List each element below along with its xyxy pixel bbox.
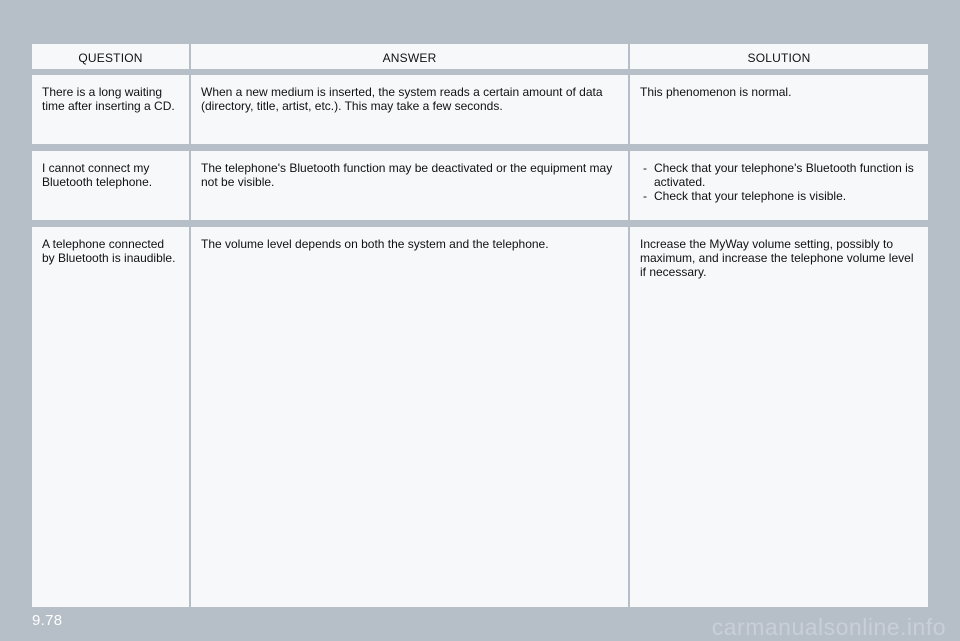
row-3-solution: Increase the MyWay volume setting, possibly to maximum, and increase the telephone volume level if necessary. [630, 227, 928, 607]
bullet-dash: - [643, 161, 647, 175]
row-2-answer: The telephone's Bluetooth function may be deactivated or the equipment may not be visible. [191, 151, 628, 220]
solution-bullet-list [640, 161, 918, 203]
header-question: QUESTION [32, 44, 189, 69]
solution-bullet-item [640, 189, 918, 203]
row-2-solution [630, 151, 928, 220]
bullet-text: Check that your telephone is visible. [654, 189, 847, 203]
row-3-question: A telephone connected by Bluetooth is inaudible. [32, 227, 189, 607]
solution-bullet-item [640, 161, 918, 189]
header-solution: SOLUTION [630, 44, 928, 69]
row-1-answer: When a new medium is inserted, the system reads a certain amount of data (directory, title, artist, etc.). This may take a few seconds. [191, 75, 628, 144]
row-2-question: I cannot connect my Bluetooth telephone. [32, 151, 189, 220]
row-3-answer: The volume level depends on both the system and the telephone. [191, 227, 628, 607]
bullet-dash: - [643, 189, 647, 203]
bullet-text: Check that your telephone's Bluetooth function is activated. [654, 161, 914, 189]
header-answer: ANSWER [191, 44, 628, 69]
watermark: carmanualsonline.info [711, 614, 946, 640]
page-number: 9.78 [32, 612, 63, 629]
row-1-question: There is a long waiting time after inserting a CD. [32, 75, 189, 144]
row-1-solution: This phenomenon is normal. [630, 75, 928, 144]
